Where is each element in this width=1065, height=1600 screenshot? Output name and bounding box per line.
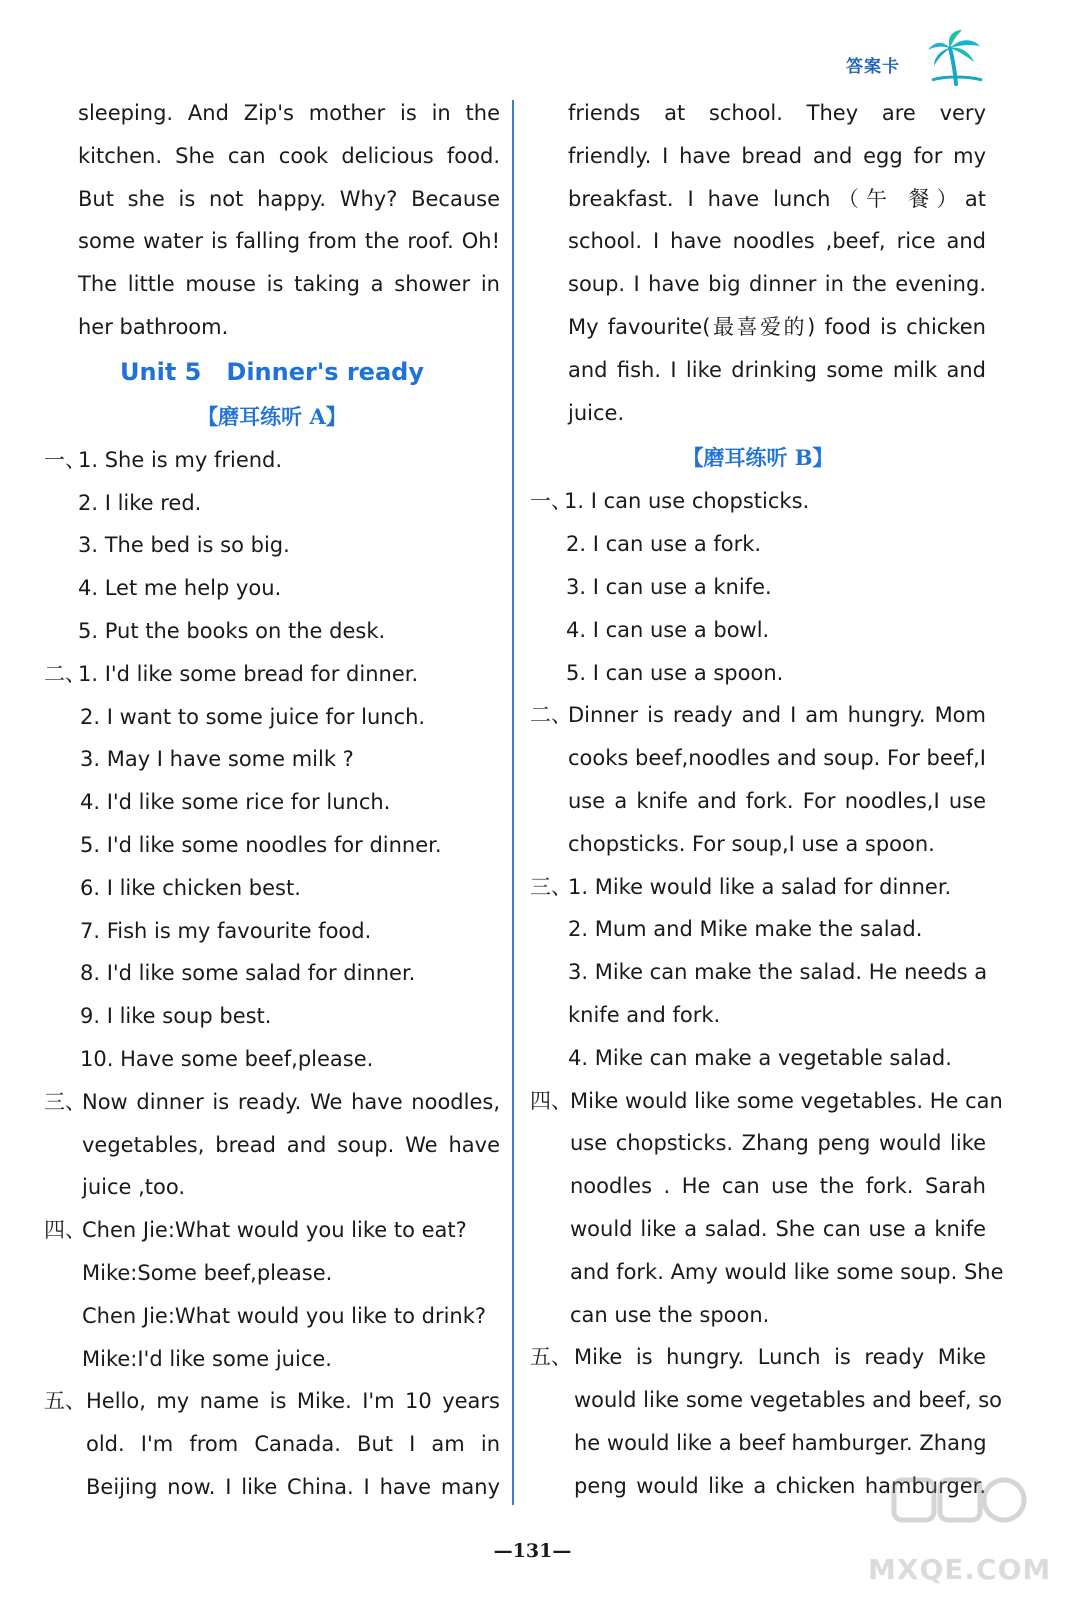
text-line: cooks beef,noodles and soup. For beef,I xyxy=(568,746,986,771)
list-item: 三、 1. Mike would like a salad for dinner. xyxy=(530,866,986,909)
section-number: 二、 xyxy=(530,703,572,728)
list-item: 8. I'd like some salad for dinner. xyxy=(80,961,416,986)
section-number: 一、 xyxy=(44,447,86,472)
list-item: 2. I can use a fork. xyxy=(566,532,762,557)
list-item: 3. The bed is so big. xyxy=(78,533,290,558)
text-line: breakfast. I have lunch（午 餐）at xyxy=(568,186,986,211)
dialogue-line: Mike:I'd like some juice. xyxy=(82,1346,332,1371)
text-line: noodles . He can use the fork. Sarah xyxy=(570,1174,986,1199)
list-item: 5. I'd like some noodles for dinner. xyxy=(80,832,442,857)
list-item: 3. May I have some milk ? xyxy=(80,747,354,772)
list-item: 3. Mike can make the salad. He needs a xyxy=(568,960,988,985)
text-line: would like a salad. She can use a knife xyxy=(570,1216,986,1241)
text-line: her bathroom. xyxy=(78,314,229,339)
list-item: 二、 Dinner is ready and I am hungry. Mom xyxy=(530,694,986,737)
answer-card-label: 答案卡 xyxy=(846,57,900,77)
list-item: 五、 Hello, my name is Mike. I'm 10 years xyxy=(44,1380,500,1423)
text-line: juice. xyxy=(568,400,625,425)
text-line: old. I'm from Canada. But I am in xyxy=(86,1432,500,1457)
section-title-b: 【磨耳练听 B】 xyxy=(682,445,834,471)
text-line: My favourite(最喜爱的) food is chicken xyxy=(568,314,986,339)
text-line: use chopsticks. Zhang peng would like xyxy=(570,1131,986,1156)
list-item: 三、 Now dinner is ready. We have noodles, xyxy=(44,1081,500,1124)
watermark-logo-icon xyxy=(888,1470,1028,1540)
list-item: 2. Mum and Mike make the salad. xyxy=(568,917,923,942)
text-line: Beijing now. I like China. I have many xyxy=(86,1474,500,1499)
list-item: 9. I like soup best. xyxy=(80,1004,272,1029)
list-item: 四、 Chen Jie:What would you like to eat? xyxy=(44,1209,500,1252)
section-title-a: 【磨耳练听 A】 xyxy=(197,403,347,429)
text-line: use a knife and fork. For noodles,I use xyxy=(568,788,986,813)
list-item: 4. I'd like some rice for lunch. xyxy=(80,790,391,815)
text-line: would like some vegetables and beef, so xyxy=(574,1388,1002,1413)
text-line: vegetables, bread and soup. We have xyxy=(82,1132,500,1157)
list-item: 二、 1. I'd like some bread for dinner. xyxy=(44,653,500,696)
list-item: 6. I like chicken best. xyxy=(80,875,301,900)
watermark-text: MXQE.COM xyxy=(868,1553,1052,1586)
list-item: 五、 Mike is hungry. Lunch is ready Mike xyxy=(530,1336,986,1379)
text-line: friends at school. They are very xyxy=(568,101,986,125)
section-number: 四、 xyxy=(530,1088,572,1113)
left-column xyxy=(44,92,500,1509)
text-line: knife and fork. xyxy=(568,1002,721,1027)
text-line: school. I have noodles ,beef, rice and xyxy=(568,229,986,254)
list-item: 5. I can use a spoon. xyxy=(566,660,784,685)
section-number: 四、 xyxy=(44,1218,86,1243)
text-line: can use the spoon. xyxy=(570,1302,770,1327)
list-item: 5. Put the books on the desk. xyxy=(78,618,386,643)
watermark xyxy=(868,1470,1052,1590)
text-line: sleeping. And Zip's mother is in the xyxy=(78,101,500,125)
list-item: 7. Fish is my favourite food. xyxy=(80,918,372,943)
list-item: 10. Have some beef,please. xyxy=(80,1046,374,1071)
section-number: 五、 xyxy=(530,1345,572,1370)
list-item: 3. I can use a knife. xyxy=(566,574,772,599)
page-number: —131— xyxy=(493,1540,572,1562)
section-number: 二、 xyxy=(44,661,86,686)
right-column xyxy=(530,92,1004,1508)
text-line: soup. I have big dinner in the evening. xyxy=(568,272,986,297)
dialogue-line: Mike:Some beef,please. xyxy=(82,1260,333,1285)
list-item: 2. I like red. xyxy=(78,490,202,515)
text-line: and fork. Amy would like some soup. She xyxy=(570,1259,1004,1284)
text-line: The little mouse is taking a shower in xyxy=(78,272,500,297)
text-line: kitchen. She can cook delicious food. xyxy=(78,143,500,168)
unit-title: Unit 5 Dinner's ready xyxy=(120,357,424,386)
list-item: 2. I want to some juice for lunch. xyxy=(80,704,426,729)
list-item: 一、 1. She is my friend. xyxy=(44,439,500,482)
text-line: But she is not happy. Why? Because xyxy=(78,186,500,211)
text-line: peng would like a chicken hamburger. xyxy=(574,1473,986,1498)
text-line: friendly. I have bread and egg for my xyxy=(568,143,986,168)
list-item: 4. Mike can make a vegetable salad. xyxy=(568,1045,952,1070)
text-line: chopsticks. For soup,I use a spoon. xyxy=(568,831,935,856)
list-item: 4. I can use a bowl. xyxy=(566,617,770,642)
section-number: 一、 xyxy=(530,489,572,514)
text-line: some water is falling from the roof. Oh! xyxy=(78,229,500,254)
column-divider xyxy=(512,100,514,1505)
section-number: 三、 xyxy=(530,874,572,899)
text-line: and fish. I like drinking some milk and xyxy=(568,357,986,382)
text-line: he would like a beef hamburger. Zhang xyxy=(574,1430,987,1455)
dialogue-line: Chen Jie:What would you like to drink? xyxy=(82,1303,487,1328)
section-number: 三、 xyxy=(44,1089,86,1114)
text-line: juice ,too. xyxy=(82,1175,186,1200)
list-item: 一、 1. I can use chopsticks. xyxy=(530,480,986,523)
list-item: 4. Let me help you. xyxy=(78,576,282,601)
section-number: 五、 xyxy=(44,1389,86,1414)
list-item: 四、 Mike would like some vegetables. He can xyxy=(530,1080,986,1123)
palm-tree-icon xyxy=(926,28,984,86)
